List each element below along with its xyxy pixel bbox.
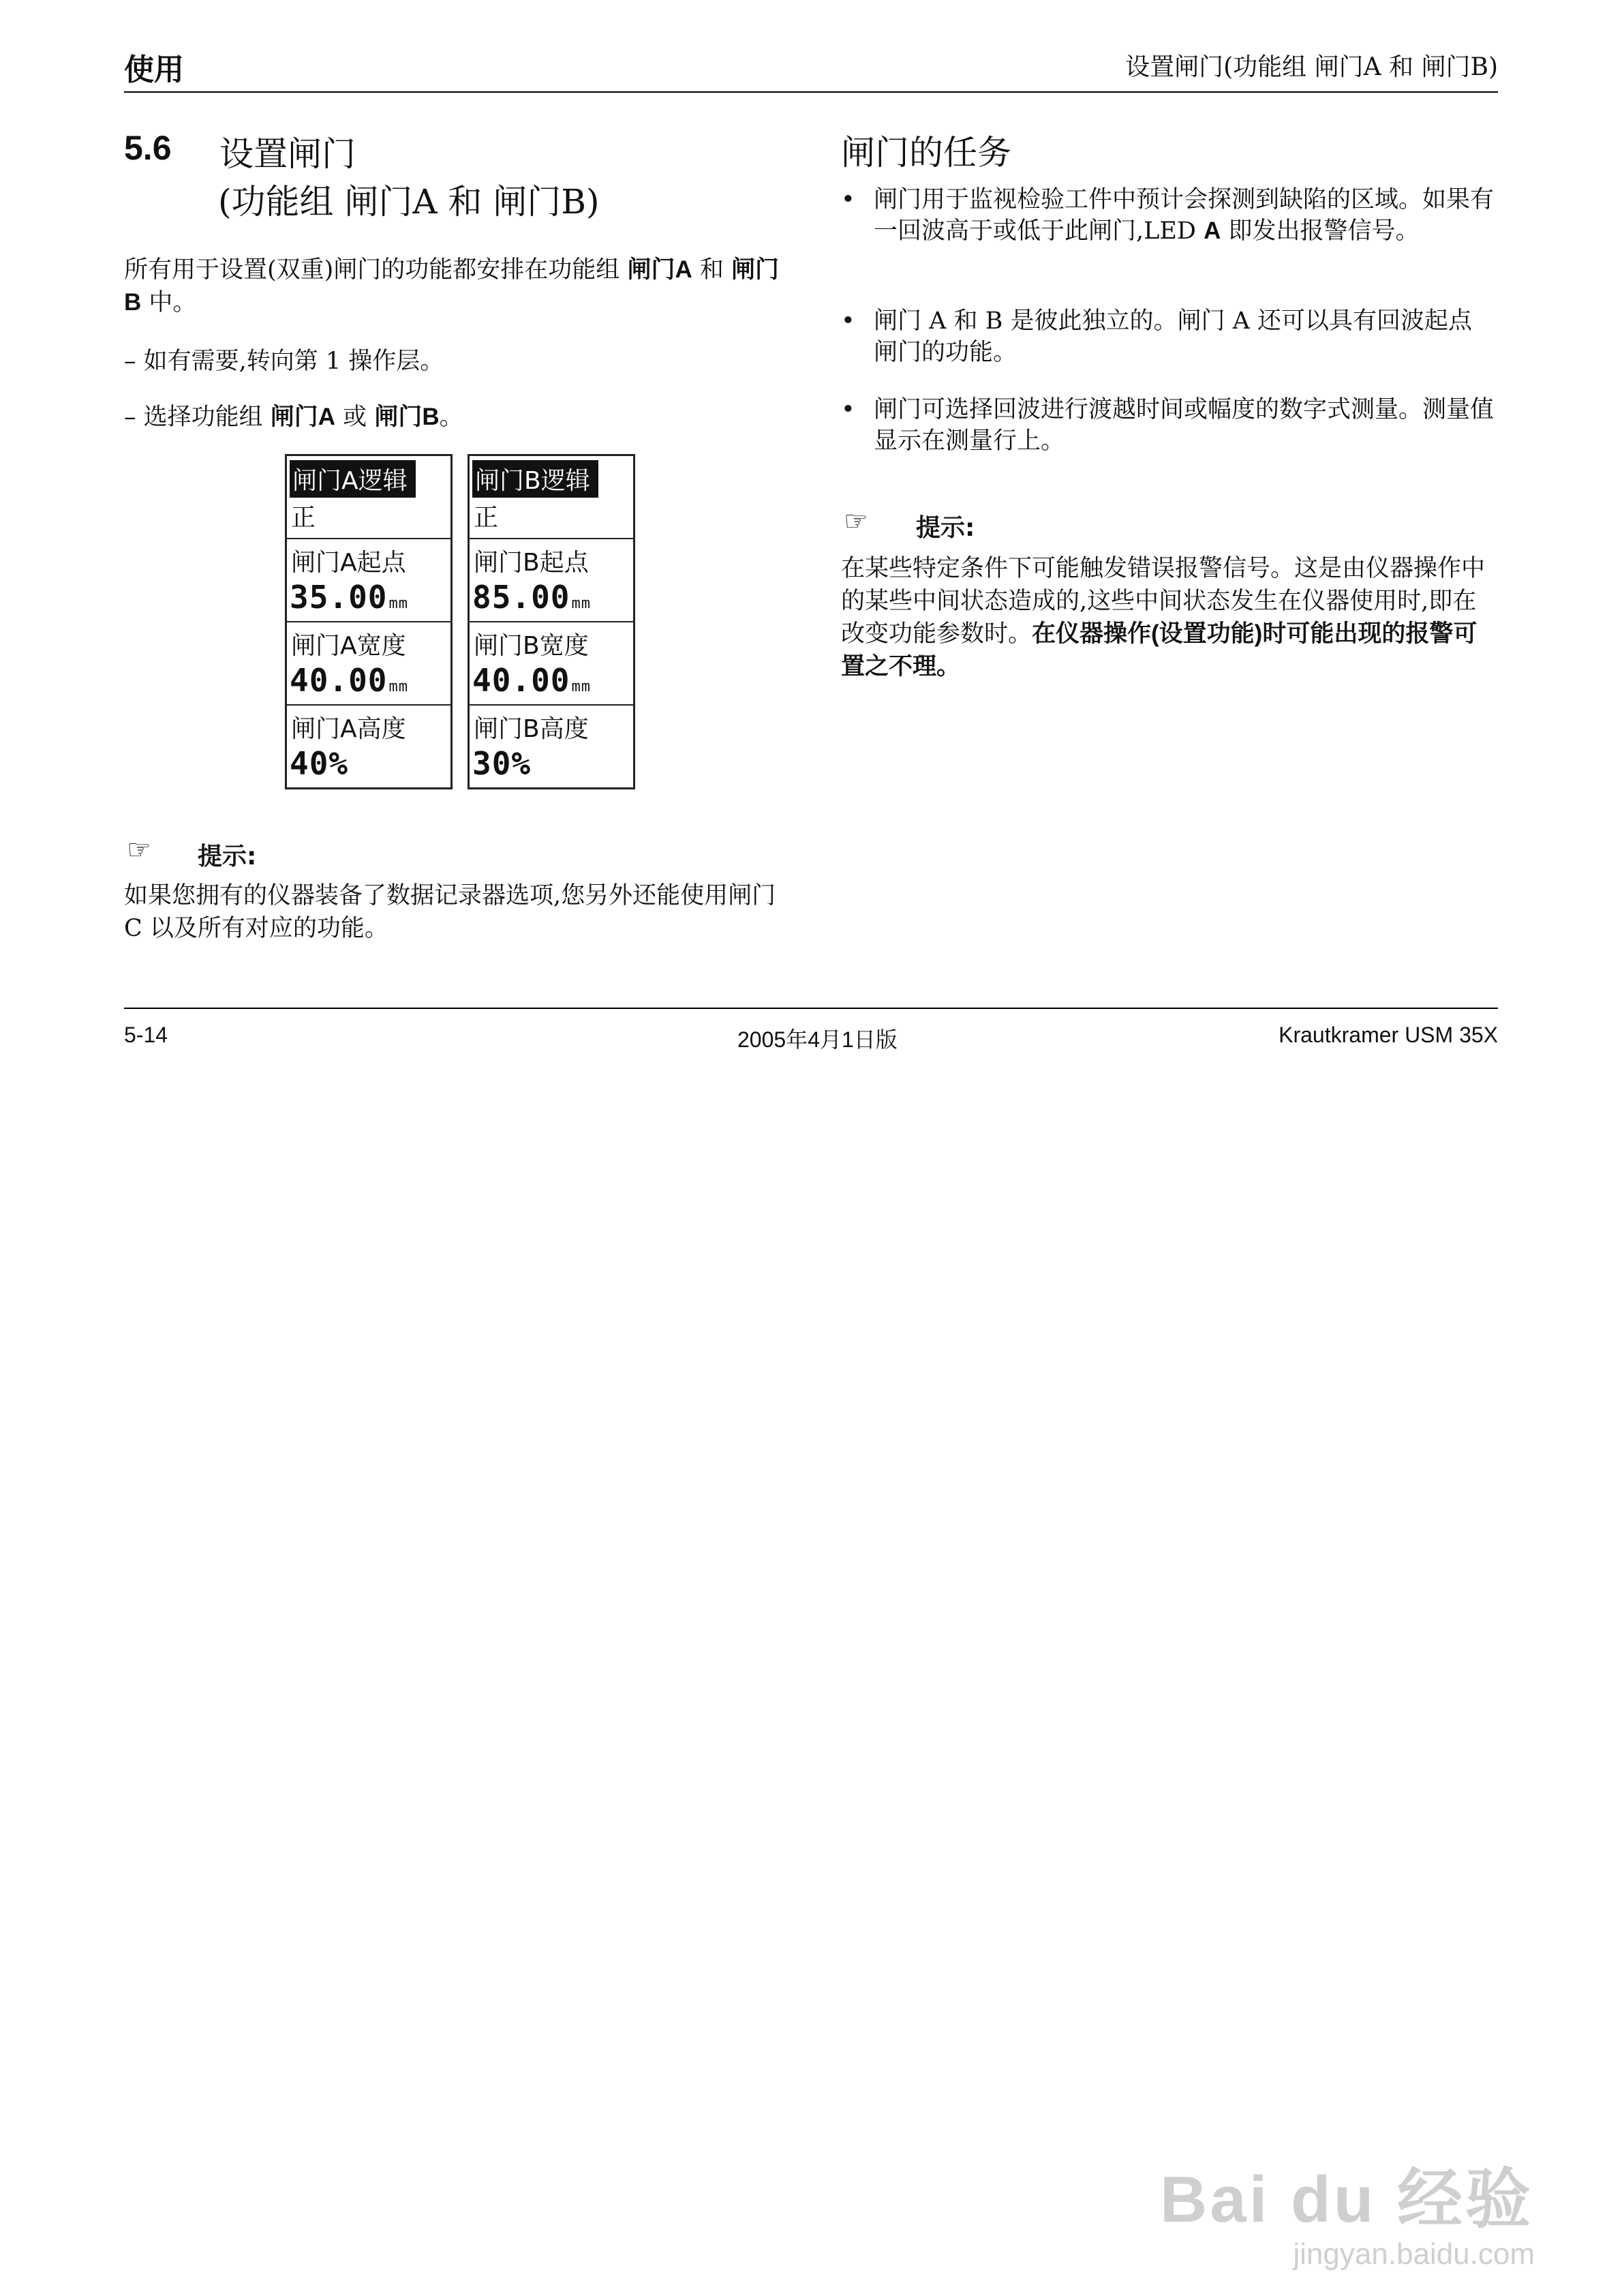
bullet-item: • 闸门 A 和 B 是彼此独立的。闸门 A 还可以具有回波起点闸门的功能。 xyxy=(841,305,1495,368)
unit-mm: mm xyxy=(571,595,591,612)
gate-a-height-label: 闸门A高度 xyxy=(291,715,406,743)
gate-b-start-value: 85.00mm xyxy=(472,579,591,616)
gate-b-height-label: 闸门B高度 xyxy=(474,715,589,743)
gate-a-logic-label: 闸门A逻辑 xyxy=(290,460,416,498)
gate-a-start-value: 35.00mm xyxy=(290,579,408,616)
gate-b-height-value: 30% xyxy=(472,745,532,782)
step-1: – 如有需要,转向第 1 操作层。 xyxy=(124,348,444,375)
unit-mm: mm xyxy=(388,678,408,695)
bullet-item: • 闸门用于监视检验工件中预计会探测到缺陷的区域。如果有一回波高于或低于此闸门,LED A 即发出报警信号。 xyxy=(841,184,1495,247)
footer-rule xyxy=(124,1008,1498,1009)
gate-tasks-heading: 闸门的任务 xyxy=(841,133,1011,172)
gate-b-width-label: 闸门B宽度 xyxy=(474,632,589,660)
gate-a-logic-value: 正 xyxy=(291,504,316,532)
pointing-hand-icon: ☞ xyxy=(127,834,151,866)
gate-a-width-cell xyxy=(287,621,450,704)
product-name: Krautkramer USM 35X xyxy=(1279,1023,1498,1047)
page-number: 5-14 xyxy=(124,1023,168,1047)
gate-b-width-value: 40.00mm xyxy=(472,662,591,699)
bullet-icon: • xyxy=(841,307,855,335)
gate-b-logic-value: 正 xyxy=(474,504,499,532)
gate-b-start-label: 闸门B起点 xyxy=(474,549,589,577)
gate-a-start-cell xyxy=(287,538,450,621)
section-number: 5.6 xyxy=(124,129,172,167)
unit-mm: mm xyxy=(388,595,408,612)
bullet-icon: • xyxy=(841,186,855,213)
gate-a-width-value: 40.00mm xyxy=(290,662,408,699)
bullet-icon: • xyxy=(841,396,855,423)
gate-a-start-label: 闸门A起点 xyxy=(291,549,406,577)
gate-b-panel xyxy=(468,454,635,789)
note-title: 提示: xyxy=(198,843,257,871)
gate-a-logic-cell xyxy=(287,456,450,538)
edition-date: 2005年4月1日版 xyxy=(737,1027,898,1052)
unit-mm: mm xyxy=(571,678,591,695)
chapter-label: 使用 xyxy=(124,53,184,87)
gate-b-logic-cell xyxy=(470,456,633,538)
running-header: 设置闸门(功能组 闸门A 和 闸门B) xyxy=(1125,53,1498,81)
section-subtitle: (功能组 闸门A 和 闸门B) xyxy=(218,182,600,222)
note-text: 如果您拥有的仪器装备了数据记录器选项,您另外还能使用闸门 C 以及所有对应的功能。 xyxy=(124,882,776,942)
bullet-item: • 闸门可选择回波进行渡越时间或幅度的数字式测量。测量值显示在测量行上。 xyxy=(841,394,1495,457)
step-2: – 选择功能组 闸门A 或 闸门B。 xyxy=(124,404,463,431)
gate-b-height-cell xyxy=(470,704,633,787)
gate-a-panel xyxy=(285,454,453,789)
gate-b-width-cell xyxy=(470,621,633,704)
note-title: 提示: xyxy=(916,514,975,542)
gate-a-height-cell xyxy=(287,704,450,787)
gate-b-start-cell xyxy=(470,538,633,621)
section-title: 设置闸门 xyxy=(219,134,356,174)
pointing-hand-icon: ☞ xyxy=(844,506,868,537)
baidu-watermark-logo: Bai du 经验 xyxy=(1159,2163,1533,2236)
warning-note-text: 在某些特定条件下可能触发错误报警信号。这是由仪器操作中的某些中间状态造成的,这些中间状态发生在仪器使用时,即在改变功能参数时。在仪器操作(设置功能)时可能出现的报警可置之不理。 xyxy=(841,555,1486,680)
watermark-url: jingyan.baidu.com xyxy=(1293,2237,1535,2271)
gate-a-width-label: 闸门A宽度 xyxy=(291,632,406,660)
header-rule xyxy=(124,91,1498,93)
intro-paragraph: 所有用于设置(双重)闸门的功能都安排在功能组 闸门A 和 闸门B 中。 xyxy=(124,256,779,316)
gate-a-height-value: 40% xyxy=(290,745,349,782)
gate-b-logic-label: 闸门B逻辑 xyxy=(472,460,598,498)
